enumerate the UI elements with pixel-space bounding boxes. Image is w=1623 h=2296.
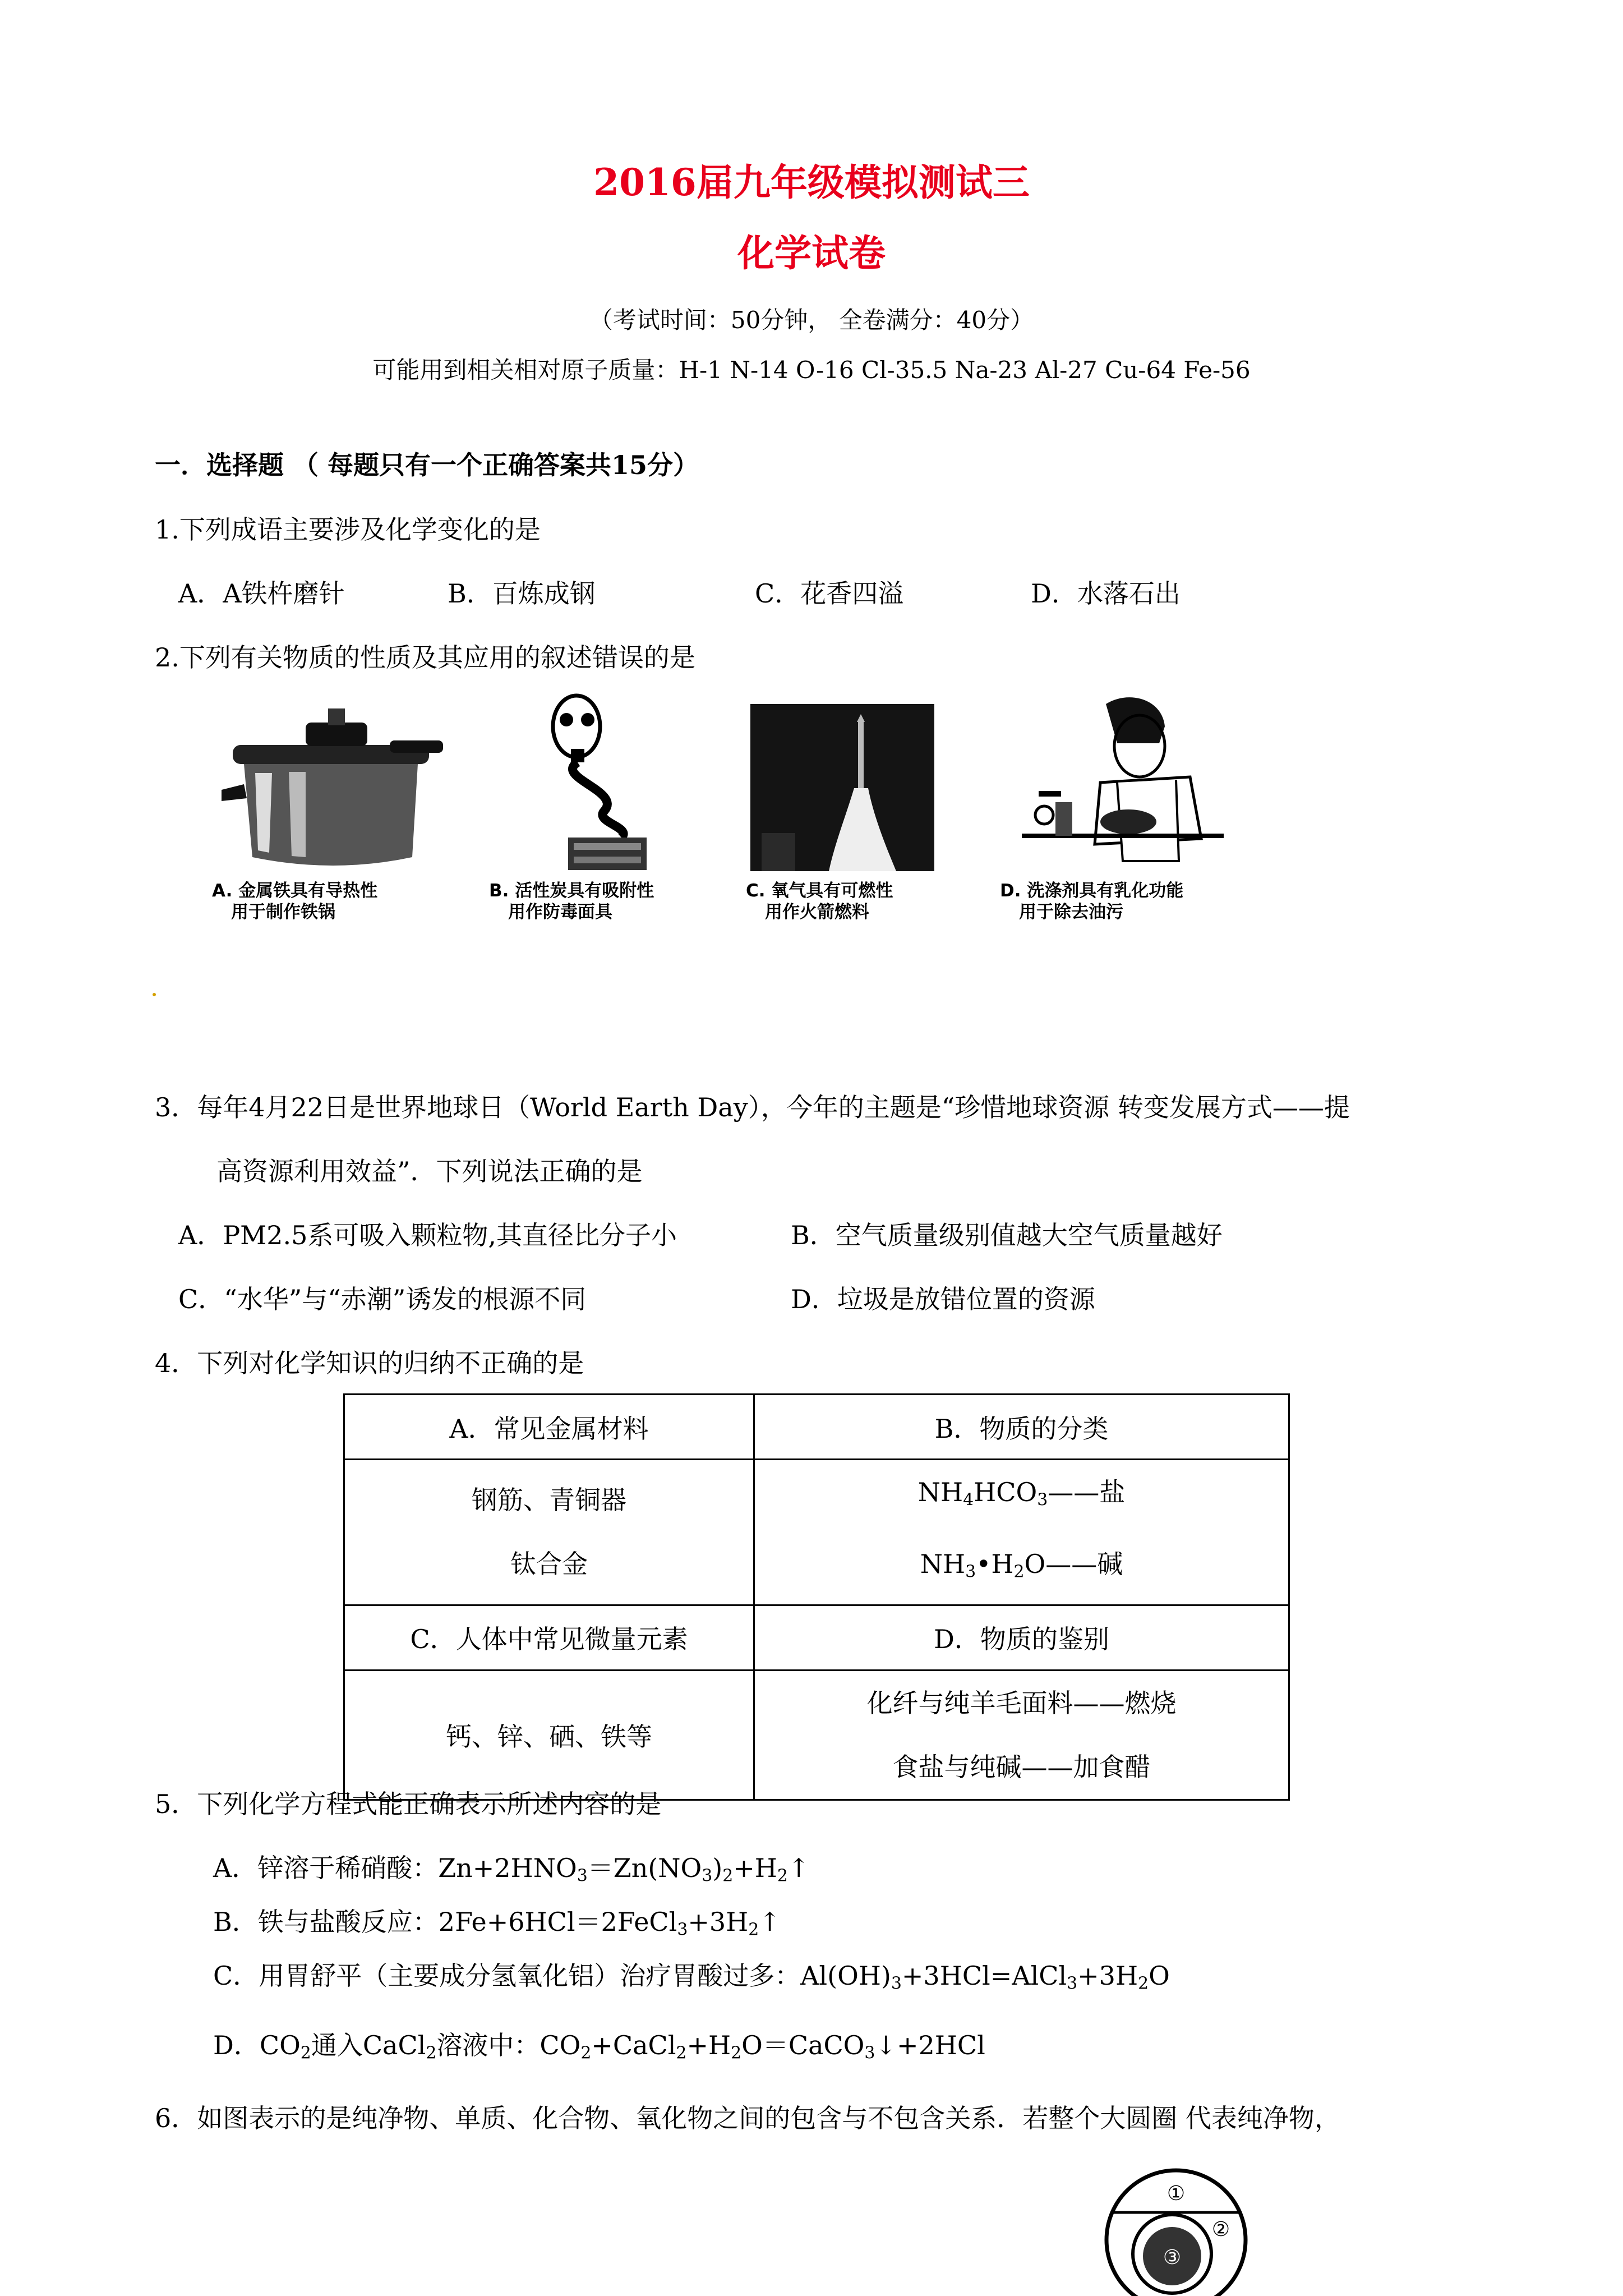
- set-relation-diagram: [1100, 2165, 1252, 2296]
- q5-option-d: D．$CO_2$通入CaCl$_2$溶液中：$CO_2+CaCl_2+H_2O=CaCO_3↓+2HCl$: [213, 2030, 985, 2063]
- exam-subtitle: 化学试卷: [737, 231, 886, 275]
- question-5-stem: 5．下列化学方程式能正确表示所述内容的是: [155, 1789, 662, 1819]
- boy-washing-dishes-icon: [1022, 693, 1235, 872]
- q4-b-line2: $NH_3•H_2O——$碱: [920, 1549, 1123, 1582]
- q4-d-line1: 化纤与纯羊毛面料——燃烧: [866, 1687, 1177, 1718]
- stray-mark: [153, 993, 156, 996]
- q4-d-line2: 食盐与纯碱——加食醋: [892, 1751, 1151, 1782]
- figure-b-caption-line1: B. 活性炭具有吸附性: [489, 881, 654, 901]
- circle-label-2: ②: [1211, 2218, 1230, 2241]
- q5-option-c: C．用胃舒平（主要成分氢氧化铝）治疗胃酸过多：$Al(OH)_3+3HCl=AlCl_3+3H_2O$: [213, 1961, 1170, 1994]
- q5-option-b: B．铁与盐酸反应：$2Fe+6HCl=2FeCl_3+3H_2↑$: [213, 1907, 781, 1940]
- q3-option-c: C．“水华”与“赤潮”诱发的根源不同: [178, 1284, 587, 1314]
- figure-a-caption-line1: A. 金属铁具有导热性: [212, 881, 378, 901]
- q1-option-b: B．百炼成钢: [448, 578, 596, 609]
- atomic-masses: 可能用到相关相对原子质量：H-1 N-14 O-16 Cl-35.5 Na-23 Al-27 Cu-64 Fe-56: [372, 356, 1251, 384]
- circle-label-1: ①: [1166, 2182, 1186, 2205]
- q4-d-body: [754, 1670, 1289, 1800]
- q3-option-a: A．PM2.5系可吸入颗粒物,其直径比分子小: [178, 1220, 677, 1250]
- figure-c-caption-line2: 用作火箭燃料: [765, 902, 869, 922]
- q4-table: [343, 1393, 1290, 1801]
- question-3-stem-line2: 高资源利用效益”．下列说法正确的是: [216, 1156, 643, 1186]
- question-1-stem: 1.下列成语主要涉及化学变化的是: [155, 514, 541, 545]
- q4-a-line2: 钛合金: [510, 1549, 588, 1580]
- q4-b-line2-tail: ——碱: [1045, 1549, 1123, 1580]
- q4-c-head: C．人体中常见微量元素: [344, 1605, 754, 1670]
- question-4-stem: 4．下列对化学知识的归纳不正确的是: [155, 1348, 584, 1378]
- q4-b-head: B．物质的分类: [754, 1395, 1289, 1460]
- q3-option-d: D．垃圾是放错位置的资源: [791, 1284, 1095, 1314]
- q4-c-body: 钙、锌、硒、铁等: [344, 1670, 754, 1800]
- q1-option-c: C．花香四溢: [755, 578, 904, 609]
- q4-b-line1-tail: ——盐: [1048, 1477, 1126, 1507]
- q4-d-head: D．物质的鉴别: [754, 1605, 1289, 1670]
- q5-option-a: A．锌溶于稀硝酸：$Zn+2HNO_3=Zn(NO_3)_2+H_2↑$: [213, 1853, 810, 1886]
- q4-b-line1: $NH_4HCO_3——$盐: [917, 1477, 1126, 1510]
- q4-a-body: [344, 1460, 754, 1605]
- figure-d-caption-line2: 用于除去油污: [1019, 902, 1123, 922]
- q1-option-a: A．A铁杵磨针: [178, 578, 345, 609]
- figure-c-caption-line1: C. 氧气具有可燃性: [746, 881, 893, 901]
- q4-b-body: [754, 1460, 1289, 1605]
- exam-info: （考试时间：50分钟， 全卷满分：40分）: [589, 306, 1034, 334]
- question-6-stem: 6．如图表示的是纯净物、单质、化合物、氧化物之间的包含与不包含关系．若整个大圆圈 代表纯净物，: [155, 2103, 1340, 2133]
- q4-a-line1: 钢筋、青铜器: [472, 1485, 626, 1516]
- gas-mask-icon: [537, 693, 649, 872]
- question-2-stem: 2.下列有关物质的性质及其应用的叙述错误的是: [155, 642, 695, 673]
- q3-option-b: B．空气质量级别值越大空气质量越好: [791, 1220, 1223, 1250]
- figure-b-caption-line2: 用作防毒面具: [508, 902, 612, 922]
- rocket-launch-icon: [750, 704, 934, 871]
- section-heading: 一．选择题 （ 每题只有一个正确答案共15分）: [155, 450, 699, 480]
- question-3-stem-line1: 3．每年4月22日是世界地球日（World Earth Day），今年的主题是“珍惜地球资源 转变发展方式——提: [155, 1092, 1350, 1122]
- exam-title: 2016届九年级模拟测试三: [593, 160, 1030, 204]
- pressure-cooker-icon: [222, 706, 446, 874]
- circle-label-3: ③: [1163, 2246, 1182, 2269]
- figure-a-caption-line2: 用于制作铁锅: [231, 902, 335, 922]
- q4-a-head: A．常见金属材料: [344, 1395, 754, 1460]
- q1-option-d: D．水落石出: [1031, 578, 1181, 609]
- figure-d-caption-line1: D. 洗涤剂具有乳化功能: [1000, 881, 1184, 901]
